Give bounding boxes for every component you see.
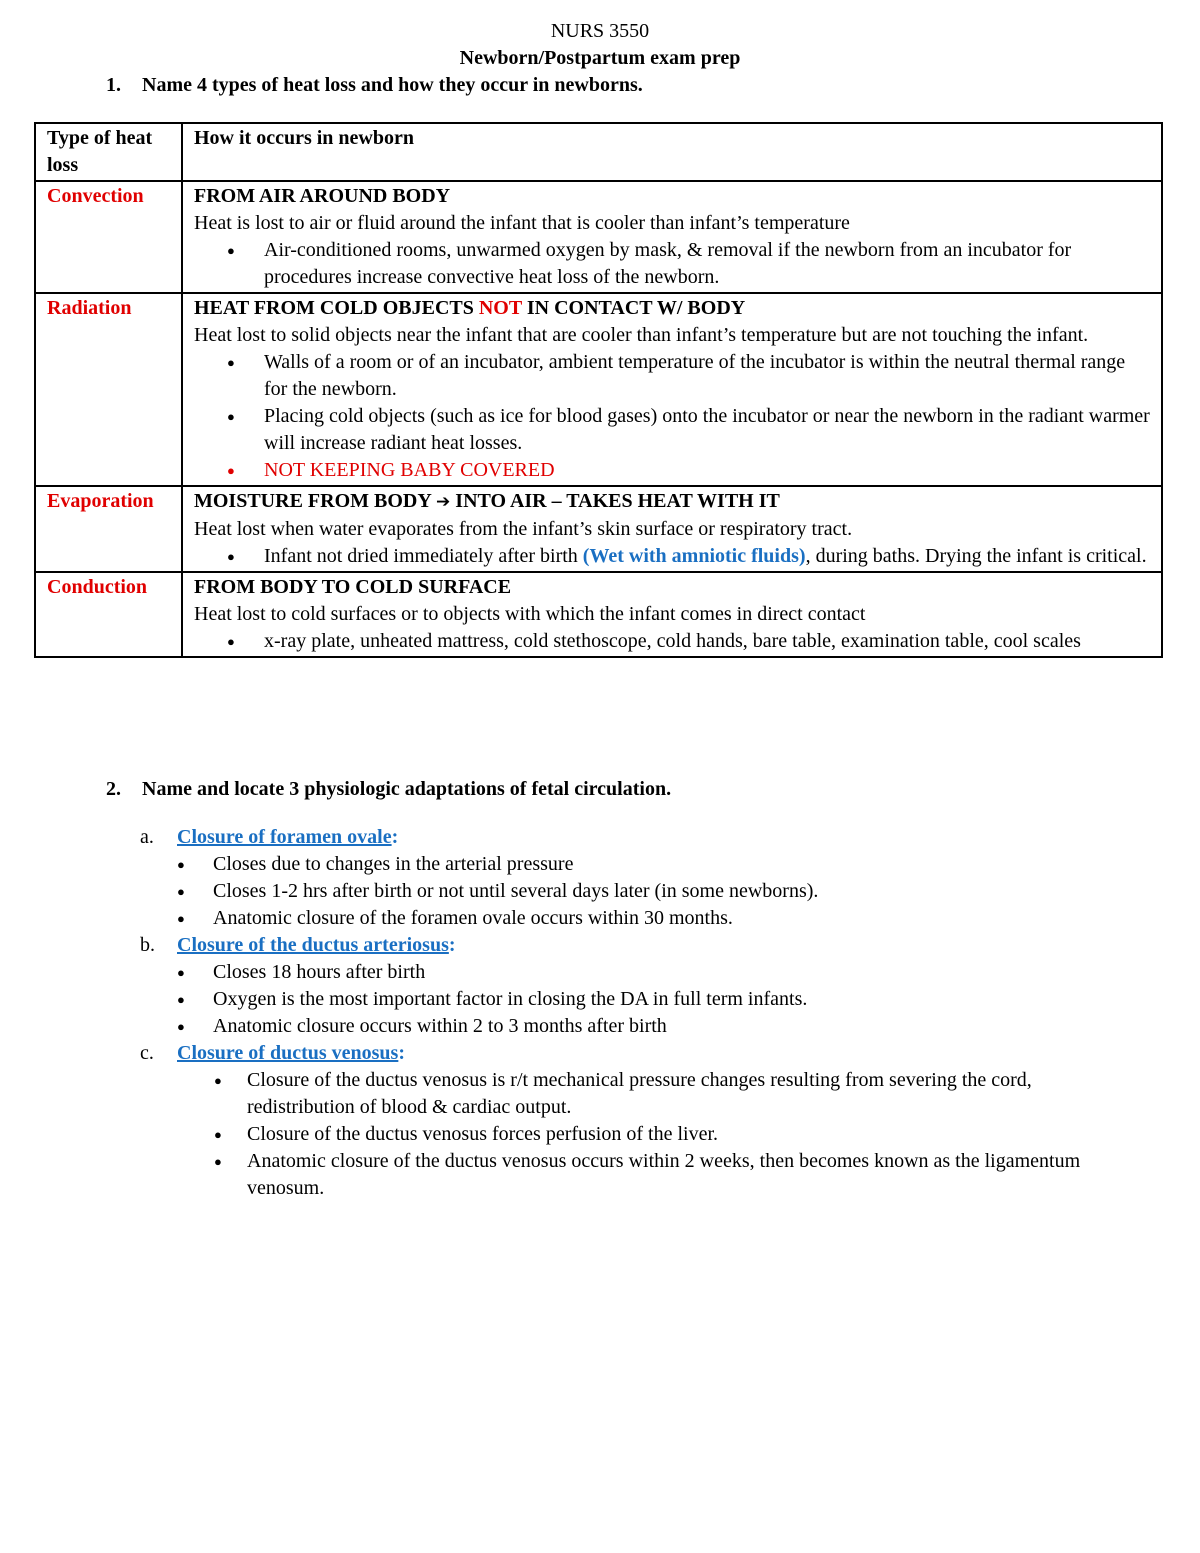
header-how: How it occurs in newborn: [182, 123, 1162, 181]
convection-desc: Heat is lost to air or fluid around the infant that is cooler than infant’s temperature: [194, 212, 850, 234]
table-row-conduction: [35, 572, 1162, 657]
question-1-text: Name 4 types of heat loss and how they occur in newborns.: [142, 74, 643, 96]
adaptation-a-list: [177, 851, 1140, 932]
list-item: ● Placing cold objects (such as ice for blood gases) onto the incubator or near the newborn in the radiant warmer will increase radiant heat losses.: [194, 403, 1151, 457]
list-item: ● x-ray plate, unheated mattress, cold stethoscope, cold hands, bare table, examination table, cool scales: [194, 628, 1151, 655]
evaporation-bullet-blue: (Wet with amniotic fluids): [582, 545, 806, 567]
type-radiation: Radiation: [35, 293, 182, 486]
list-item: ● Closes 18 hours after birth: [177, 959, 1140, 986]
adaptation-c-title-text: Closure of ductus venosus: [177, 1042, 399, 1064]
evaporation-bullets: [194, 543, 1151, 570]
radiation-desc: Heat lost to solid objects near the infant that are cooler than infant’s temperature but are not touching the infant.: [194, 324, 1089, 346]
conduction-heading: FROM BODY TO COLD SURFACE: [194, 576, 512, 598]
desc-conduction-cell: [182, 572, 1162, 657]
list-item: ● Closure of the ductus venosus forces perfusion of the liver.: [177, 1121, 1140, 1148]
list-item: [194, 543, 1151, 570]
conduction-desc: Heat lost to cold surfaces or to objects with which the infant comes in direct contact: [194, 603, 866, 625]
list-item: ● Closes 1-2 hrs after birth or not until several days later (in some newborns).: [177, 878, 1140, 905]
adaptation-b-title-text: Closure of the ductus arteriosus: [177, 934, 449, 956]
adaptation-b-title: [177, 932, 1140, 959]
evaporation-bullet-post: , during baths. Drying the infant is critical.: [805, 545, 1147, 567]
course-title: NURS 3550: [550, 20, 650, 42]
radiation-heading-post: IN CONTACT W/ BODY: [521, 297, 746, 319]
list-item: ● Anatomic closure of the ductus venosus occurs within 2 weeks, then becomes known as the ligamentum venosum.: [177, 1148, 1140, 1202]
list-item: ● Closure of the ductus venosus is r/t mechanical pressure changes resulting from severing the cord, redistribution of blood & cardiac output.: [177, 1067, 1140, 1121]
table-row-radiation: [35, 293, 1162, 486]
document-title: Newborn/Postpartum exam prep: [459, 47, 741, 69]
list-item: ● Air-conditioned rooms, unwarmed oxygen by mask, & removal if the newborn from an incubator for procedures increase convective heat loss of the newborn.: [194, 237, 1151, 291]
evaporation-heading-pre: MOISTURE FROM BODY: [194, 490, 437, 512]
radiation-bullets: [194, 349, 1151, 484]
question-2-text: Name and locate 3 physiologic adaptations of fetal circulation.: [142, 778, 672, 800]
conduction-bullets: [194, 628, 1151, 655]
convection-heading: FROM AIR AROUND BODY: [194, 185, 451, 207]
adaptation-b-colon: :: [448, 934, 456, 956]
evaporation-heading: [194, 488, 1151, 516]
adaptation-c-title: [177, 1040, 1140, 1067]
question-2: [106, 776, 671, 803]
evaporation-desc: Heat lost when water evaporates from the infant’s skin surface or respiratory tract.: [194, 518, 853, 540]
arrow-right-icon: ➔: [436, 492, 451, 512]
type-convection: Convection: [35, 181, 182, 293]
desc-radiation-cell: [182, 293, 1162, 486]
list-item: ● Closes due to changes in the arterial pressure: [177, 851, 1140, 878]
adaptation-a-title-text: Closure of foramen ovale: [177, 826, 392, 848]
list-item: ● Anatomic closure of the foramen ovale occurs within 30 months.: [177, 905, 1140, 932]
table-row-evaporation: [35, 486, 1162, 572]
list-item: ● NOT KEEPING BABY COVERED: [194, 457, 1151, 484]
header-type: Type of heat loss: [35, 123, 182, 181]
adaptation-c-letter: c.: [140, 1042, 154, 1064]
question-2-number: 2.: [106, 778, 121, 800]
type-conduction: Conduction: [35, 572, 182, 657]
question-1-number: 1.: [106, 74, 121, 96]
adaptation-a-colon: :: [391, 826, 399, 848]
radiation-heading: [194, 295, 1151, 322]
adaptation-c-colon: :: [398, 1042, 406, 1064]
adaptation-a-letter: a.: [140, 826, 154, 848]
adaptation-a: [140, 824, 1140, 932]
type-evaporation: Evaporation: [35, 486, 182, 572]
table-row-convection: [35, 181, 1162, 293]
adaptation-a-title: [177, 824, 1140, 851]
table-header-row: [35, 123, 1162, 181]
radiation-heading-pre: HEAT FROM COLD OBJECTS: [194, 297, 479, 319]
heat-loss-table: [34, 122, 1163, 658]
adaptation-c-list: [177, 1067, 1140, 1202]
adaptation-b-letter: b.: [140, 934, 155, 956]
list-item: ● Anatomic closure occurs within 2 to 3 months after birth: [177, 1013, 1140, 1040]
desc-convection-cell: [182, 181, 1162, 293]
convection-bullets: [194, 237, 1151, 291]
evaporation-bullet-pre: Infant not dried immediately after birth: [264, 545, 583, 567]
desc-evaporation-cell: [182, 486, 1162, 572]
question-1: [106, 72, 643, 99]
evaporation-heading-post: INTO AIR – TAKES HEAT WITH IT: [450, 490, 780, 512]
list-item: ● Oxygen is the most important factor in closing the DA in full term infants.: [177, 986, 1140, 1013]
adaptations-section: [140, 824, 1140, 1202]
adaptation-b: [140, 932, 1140, 1040]
adaptation-b-list: [177, 959, 1140, 1040]
list-item: ● Walls of a room or of an incubator, ambient temperature of the incubator is within the neutral thermal range for the newborn.: [194, 349, 1151, 403]
adaptation-c: [140, 1040, 1140, 1202]
radiation-heading-not: NOT: [478, 297, 522, 319]
